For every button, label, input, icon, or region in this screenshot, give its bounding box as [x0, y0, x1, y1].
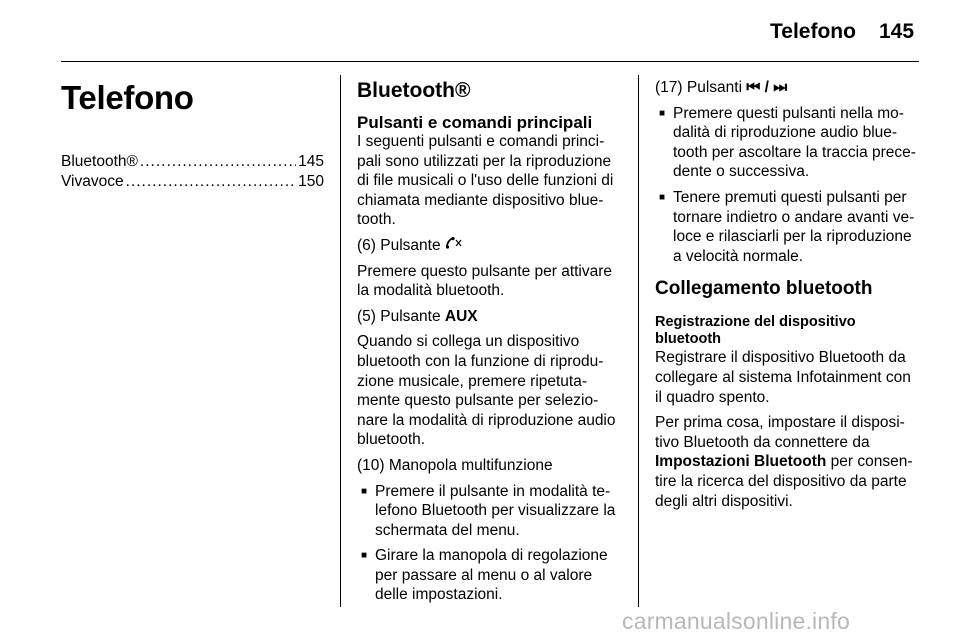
phone-mute-icon: [445, 237, 463, 249]
list-item-text: Premere questi pulsanti nella mo-dalità di riproduzione audio blue-tooth per ascoltare la traccia prece-dente o successiva.: [673, 104, 916, 181]
page-number: 145: [879, 20, 915, 43]
toc-leader-dots: [140, 152, 296, 172]
paragraph-text: per consen-tire la ricerca del dispositivo da parte degli altri dispositivi.: [655, 453, 913, 510]
header-rule: [61, 61, 919, 62]
button5-description: Quando si collega un dispositivo bluetooth con la funzione di riprodu-zione musicale, premere ripetuta-mente questo pulsante per selezio-nare la modalità di riproduzione audio bluetooth.: [357, 333, 616, 449]
button6-label: (6) Pulsante: [357, 236, 441, 254]
running-header-title: Telefono: [770, 20, 856, 43]
toc-entry[interactable]: [61, 172, 324, 192]
section-heading: Bluetooth®: [357, 79, 471, 102]
toc-entry[interactable]: [61, 152, 324, 172]
intro-paragraph: I seguenti pulsanti e comandi princi-pali sono utilizzati per la riproduzione di file musicali o l'uso delle funzioni di chiamata mediante dispositivo blue-tooth.: [357, 133, 614, 229]
settings-paragraph: [655, 413, 921, 511]
bullet-square-icon: ■: [659, 191, 666, 203]
skip-track-icons: ⏮ / ⏭: [746, 79, 788, 96]
column-divider-1: [340, 75, 341, 607]
column-divider-2: [638, 75, 639, 607]
bullet-square-icon: ■: [659, 107, 666, 119]
toc-entry-label: Bluetooth®: [61, 153, 138, 170]
watermark: carmanualsonline.info: [622, 608, 850, 634]
bullet-square-icon: ■: [361, 485, 368, 497]
button5-heading: [357, 307, 623, 327]
chapter-title: Telefono: [61, 79, 194, 116]
subsection-heading: Registrazione del dispositivo bluetooth: [655, 314, 856, 348]
list-item: [655, 104, 921, 182]
list-item-text: Girare la manopola di regolazione per passare al menu o al valore delle impostazioni.: [375, 547, 608, 604]
content-column-3: [655, 78, 921, 517]
list-item: [357, 546, 623, 605]
knob10-heading: (10) Manopola multifunzione: [357, 456, 553, 474]
section-heading: Collegamento bluetooth: [655, 278, 873, 300]
list-item-text: Tenere premuti questi pulsanti per tornare indietro o andare avanti ve-loce e rilasciarli per la riproduzione a velocità normale.: [673, 188, 915, 265]
toc-entry-page: 150: [298, 172, 324, 190]
content-column-2: [357, 78, 623, 611]
subsection-heading: Pulsanti e comandi principali: [357, 113, 593, 132]
toc-entry-page: 145: [298, 153, 324, 170]
paragraph-text: Per prima cosa, impostare il disposi-tivo Bluetooth da connettere da: [655, 414, 905, 451]
bullet-square-icon: ■: [361, 550, 368, 562]
list-item: [357, 482, 623, 541]
toc-leader-dots: [126, 172, 297, 192]
toc-entry-label: Vivavoce: [61, 172, 124, 190]
registration-paragraph: Registrare il dispositivo Bluetooth da collegare al sistema Infotainment con il quadro spento.: [655, 349, 911, 406]
buttons17-heading: [655, 78, 921, 98]
buttons17-label: (17) Pulsanti: [655, 79, 743, 96]
list-item: [655, 188, 921, 266]
button6-heading: [357, 236, 623, 256]
toc-column: [61, 78, 324, 191]
button6-description: Premere questo pulsante per attivare la modalità bluetooth.: [357, 262, 613, 300]
button5-label: (5) Pulsante: [357, 307, 441, 325]
menu-reference: Impostazioni Bluetooth: [655, 453, 827, 471]
list-item-text: Premere il pulsante in modalità te-lefono Bluetooth per visualizzare la schermata del menu.: [375, 482, 616, 539]
button5-name: AUX: [444, 307, 478, 325]
